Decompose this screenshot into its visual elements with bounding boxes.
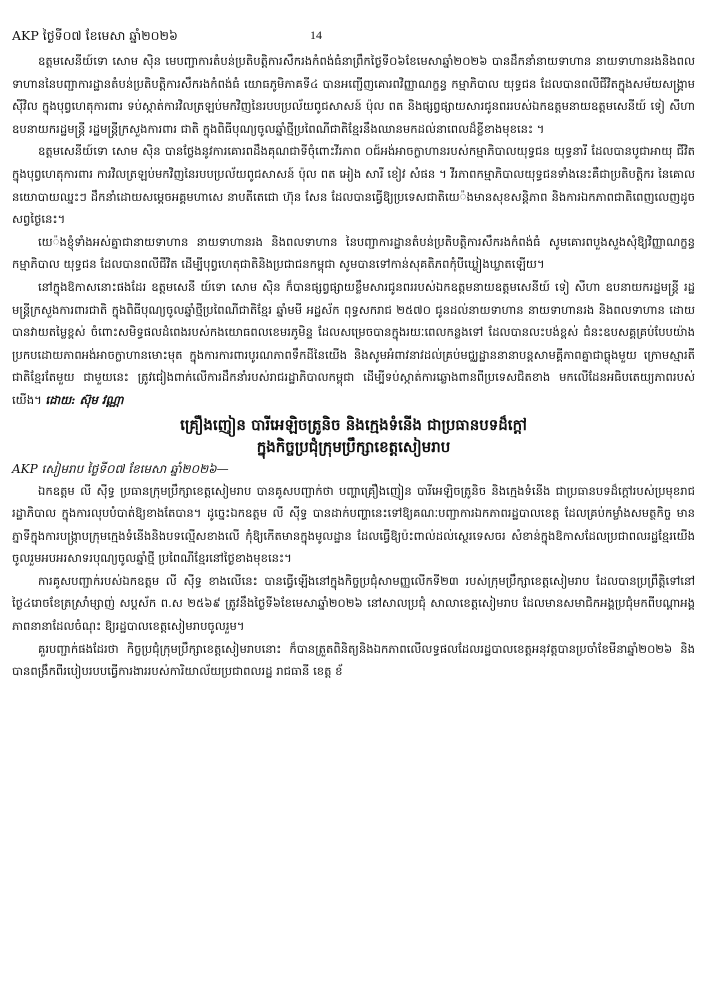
article1-author: ដោយ: ស៊ុម វណ្ណា: [45, 392, 124, 407]
article1-paragraph-2: ឧត្តមសេនីយ៍ទោ សោម ស៊ិន បានថ្លែងនូវការគោរពដឹងគុណជាទីចុំពោះវីរភាព ០ជ៍អង់អាចក្លាហានរបស់កម្មាភិបាលយុទ្ធជន យុទ្ធនារី ដែលបានបូជាអាយុ ជីវិត ក្នុងបុព្វហេតុការពារ ការវិលត្រឡប់មកវិញនៃរបបប្រល័យពូជសាសន៍ ប៉ុល ពត អៀង សារី ខៀវ សំផន ។ វីរភាពកម្មាភិបាលយុទ្ធជនទាំងនេះគឺជាប្រតិបត្តិករ នៃគោលនយោបាយឈ្នះៗ ដឹកនាំដោយសម្ដេចអគ្គមហាសេ នាបតីតេជោ ហ៊ុន សែន ដែលបានធ្វើឱ្យប្រទេសជាតិយេ៉ងមានសុខសន្តិភាព និងការឯកភាពជាតិពេញលេញដូចសព្វថ្ងៃនេះ។: [12, 144, 695, 227]
article1-paragraph-3: យេ៉ងខ្ញុំទាំងអស់គ្នាជានាយទាហាន នាយទាហានរង និងពលទាហាន នៃបញ្ជាការដ្ឋានតំបន់ប្រតិបត្តិការសឹករងកំពង់ធំ សូមគោរពបួងសួងសុំឱ្យវិញ្ញាណក្ខន្ធកម្មាភិបាល យុទ្ធជន ដែលបានពលីជីវិត ដើម្បីបុព្វហេតុជាតិនិងប្រជាជនកម្ពុជា សូមបានទៅកាន់សុគតិភពកុំបីឃ្លៀងឃ្លាតឡើយ។: [12, 234, 695, 272]
article-military-new-year: [12, 50, 695, 412]
article1-paragraph-4: [12, 276, 695, 412]
page-header: [12, 28, 695, 50]
article2-headline-line-1: គ្រឿងញៀន បារីអេឡិចត្រូនិច និងក្មេងទំនើង ជាប្រធានបទដ៏ក្ដៅ: [180, 415, 527, 434]
article1-paragraph-4-text: នៅក្នុងឱកាសនោះផងដែរ ឧត្តមសេនី យ៍ទោ សោម ស៊ិន ក៏បានផ្សព្វផ្សាយខ្លឹមសារជូនពររបស់ឯកឧត្តមនាយឧត្តមសេនីយ៍ ទៀ សីហា ឧបនាយករដ្ឋមន្ត្រី រដ្ឋមន្ត្រីក្រសួងការពារជាតិ ក្នុងពិធីបុណ្យចូលឆ្នាំថ្មីប្រពៃណីជាតិខ្មែរ ឆ្នាំមមី អដ្ឋស័ក ពុទ្ធសករាជ ២៥៧០ ជូនដល់នាយទាហាន នាយទាហានរង និងពលទាហាន ដោយបានវាយតម្លៃខ្ពស់ ចំពោះសមិទ្ធផលដំពេងរបស់កងយោធពលខេមរភូមិន្ទ ដែលសម្រេចបានក្នុងរយៈពេលកន្លងទៅ ដែលបានលះបង់ខ្ពស់ ជំនះឧបសគ្គគ្រប់បែបយ៉ាងប្រកបដោយភាពអង់អាចក្លាហានមោះមុត ក្នុងការការពារបូរណភាពទឹកដីនៃយើង និងសូមអំពាវនាវដល់គ្រប់មជ្ឈដ្ឋាននានាបន្តសាមគ្គីភាពគ្នាជាធ្លុងមួយ ក្រោមស្មារតីជាតិខ្មែរតែមួយ ជាមួយនេះ ត្រូវជៀងពាក់លើការដឹកនាំរបស់រាជរដ្ឋាភិបាលកម្ពុជា ដើម្បីទប់ស្កាត់ការឆ្លោងពានពីប្រទេសជិតខាង មកលើដែនអធិបតេយ្យភាពរបស់យើង។: [12, 279, 695, 407]
article2-headline-line-2: ក្នុងកិច្ចប្រជុំក្រុមប្រឹក្សាខេត្តសៀមរាប: [256, 437, 451, 456]
article2-headline: [12, 414, 695, 458]
article-siem-reap-council: [12, 414, 695, 683]
article2-paragraph-2: ការគូសបញ្ជាក់របស់ឯកឧត្តម លី ស៊ីទ្ធ ខាងលើនេះ បានធ្វើឡើងនៅក្នុងកិច្ចប្រជុំសាមញ្ញលើកទី២៣ របស់ក្រុមប្រឹក្សាខេត្តសៀមរាប ដែលបានប្រព្រឹត្តិទៅនៅថ្ងៃ៤រោចខែត្រស្រាំម្សាញ់ សប្តស័ក ព.ស ២៥៦៩ ត្រូវនឹងថ្ងៃទី៦ខែមេសាឆ្នាំ២០២៦ នៅសាលប្រជុំ សាលាខេត្តសៀមរាប ដែលមានសមាជិកអង្គប្រជុំមកពីបណ្ដាអង្គភាពនានាដែលចំណុះ ឱ្យរដ្ឋបាលខេត្តសៀមរាបចូលរួម។: [12, 573, 695, 634]
article2-paragraph-1: ឯកឧត្តម លី ស៊ីទ្ធ ប្រធានក្រុមប្រឹក្សាខេត្តសៀមរាប បានគូសបញ្ជាក់ថា បញ្ហាគ្រឿងញៀន បារីអេឡិចត្រូនិច និងក្មេងទំនើង ជាប្រធានបទដ៏ក្ដៅរបស់ប្រមុខរាជរដ្ឋាភិបាល ក្នុងការលុបបំបាត់ឱ្យខាងតែបាន។ ដូច្នេះឯកឧត្តម លី ស៊ីទ្ធ បានដាក់បញ្ហានេះទៅឱ្យគណៈបញ្ជាការឯកភាពរដ្ឋបាលខេត្ត ដែលគ្រប់កម្លាំងសមត្ថកិច្ច មានភ្នាទីក្នុងការបង្ក្រាបក្រុមក្មេងទំនើងនិងបទល្មើសខាងលើ កុំឱ្យកើតមានក្នុងមូលដ្ឋាន ដែលធ្វើឱ្យប៉ះពាល់ដល់ស្ថេរទេសចរ សំខាន់ក្នុងឱកាសដែលប្រជាពលរដ្ឋខ្មែរយើង ចូលរួមអបអរសាទរបុណ្យចូលឆ្នាំថ្មី ប្រពៃណីខ្មែរនៅថ្ងៃខាងមុខនេះ។: [12, 483, 695, 566]
article1-paragraph-1: ឧត្តមសេនីយ៍ទោ សោម ស៊ិន មេបញ្ជាការតំបន់ប្រតិបត្តិការសឹករងកំពង់ធំនាព្រឹកថ្ងៃទី០៦ខែមេសាឆ្នាំ២០២៦ បានដឹកនាំនាយទាហាន នាយទាហានរងនិងពលទាហាននៃបញ្ជាការដ្ឋានតំបន់ប្រតិបត្តិការសឹករងកំពង់ធំ យោធភូមិភាគទី៤ បានអញ្ជើញគោរពវិញ្ញាណក្ខន្ធ កម្មាភិបាល យុទ្ធជន ដែលបានពលីជីវិតក្នុងសម័យសង្គ្រាម ស៊ីវិល ក្នុងបុព្វហេតុការពារ ទប់ស្កាត់ការវិលត្រឡប់មកវិញនៃរបបប្រល័យពូជសាសន៍ ប៉ុល ពត និងផ្សព្វផ្សាយសារជូនពររបស់ឯកឧត្តមនាយឧត្តមសេនីយ៍ ទៀ សីហា ឧបនាយករដ្ឋមន្ត្រី រដ្ឋមន្ត្រីក្រសួងការពារ ជាតិ ក្នុងពិធីបុណ្យចូលឆ្នាំថ្មីប្រពៃណីជាតិខ្មែរនឹងឈានមកដល់នាពេលដ៏ខ្លីខាងមុខនេះ ។: [12, 54, 695, 136]
article2-paragraph-3: គួរបញ្ជាក់ផងដែរថា កិច្ចប្រជុំក្រុមប្រឹក្សាខេត្តសៀមរាបនោះ ក៏បានត្រួតពិនិត្យនិងឯកភាពលើលទ្ធផលដែលរដ្ឋបាលខេត្តអនុវត្តបានប្រចាំខែមីនាឆ្នាំ២០២៦ និងបានពង្រឹកពីរបៀបរបបធ្វើការងាររបស់ការិយាល័យប្រជាពលរដ្ឋ រាជធានី ខេត្ត ខ័: [12, 641, 695, 679]
article2-dateline: AKP សៀមរាប ថ្ងៃទី០៧ ខែមេសា ឆ្នាំ២០២៦—: [12, 461, 229, 476]
header-source-date: AKP ថ្ងៃទី០៧ ខែមេសា ឆ្នាំ២០២៦: [12, 28, 178, 43]
page-number: 14: [310, 28, 322, 42]
